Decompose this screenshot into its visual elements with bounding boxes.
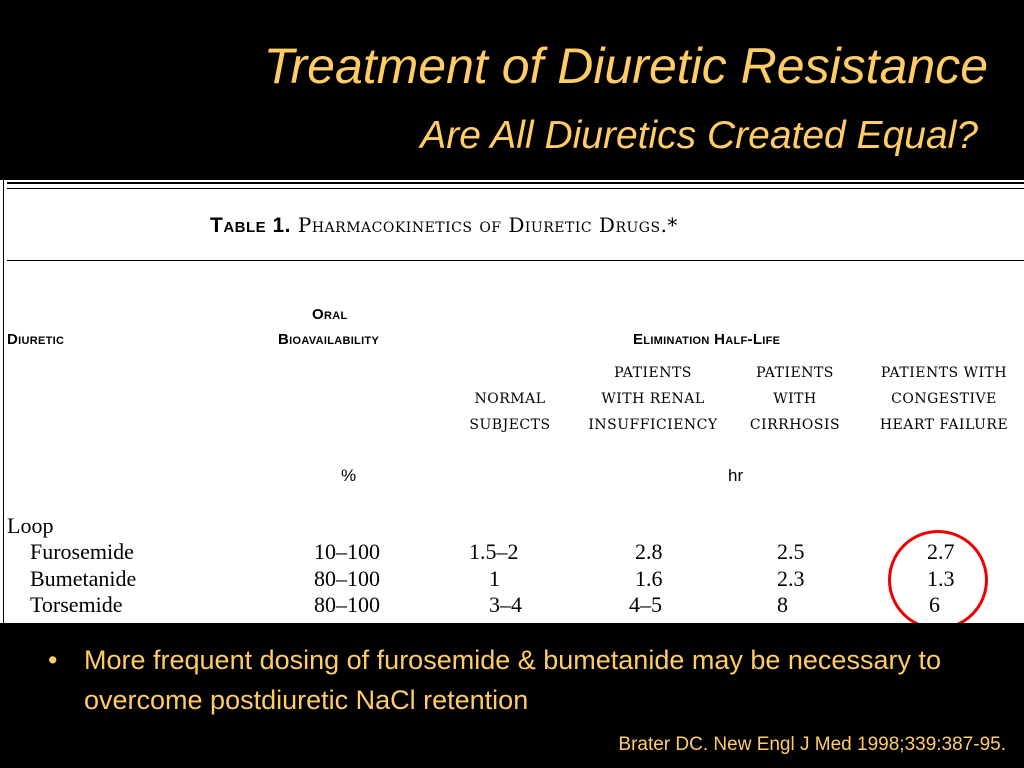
chf-value: 2.7 [927,539,955,564]
oral-value: 80–100 [314,566,380,591]
slide-title: Treatment of Diuretic Resistance [263,38,988,94]
header-diuretic: Diuretic [7,331,65,348]
top-rule-thin [7,188,1024,189]
slide-subtitle: Are All Diuretics Created Equal? [420,114,978,157]
subheader-chf: PATIENTS WITH CONGESTIVE HEART FAILURE [879,365,1009,433]
header-elimination: Elimination Half-Life [633,331,781,348]
bullet-marker: • [48,645,58,675]
unit-percent: % [341,466,357,485]
top-rule [7,182,1024,184]
chf-highlight-circle [888,530,988,623]
cirrhosis-value: 8 [777,592,788,617]
drug-name: Torsemide [30,592,123,617]
header-oral-line2: Bioavailability [278,331,380,348]
subheader-renal: PATIENTS WITH RENAL INSUFFICIENCY [588,365,718,433]
citation: Brater DC. New Engl J Med 1998;339:387-95. [618,734,1006,755]
normal-value: 3–4 [489,592,522,617]
left-border [3,180,4,623]
oral-value: 80–100 [314,592,380,617]
renal-value: 1.6 [635,566,663,591]
chf-value: 1.3 [927,566,955,591]
drug-name: Bumetanide [30,566,137,591]
subheader-cirrhosis: PATIENTS WITH CIRRHOSIS [749,365,841,433]
bullet-text: More frequent dosing of furosemide & bumetanide may be necessary to overcome postdiuretic NaCl retention [84,645,941,715]
group-label-loop: Loop [7,513,54,538]
subheader-normal: NORMAL SUBJECTS [469,391,551,433]
unit-hours: hr [728,466,744,485]
renal-value: 4–5 [629,592,662,617]
table-panel [0,180,1024,623]
normal-value: 1 [489,566,500,591]
drug-name: Furosemide [30,539,134,564]
chf-value: 6 [929,592,940,617]
table-caption-lead: Table 1. [210,214,292,237]
cirrhosis-value: 2.5 [777,539,805,564]
table-caption [210,213,678,238]
renal-value: 2.8 [635,539,663,564]
cirrhosis-value: 2.3 [777,566,805,591]
header-oral-line1: Oral [312,306,348,323]
normal-value: 1.5–2 [469,539,519,564]
table-caption-text: Pharmacokinetics of Diuretic Drugs.* [297,213,678,237]
oral-value: 10–100 [314,539,380,564]
caption-rule [7,260,1024,261]
